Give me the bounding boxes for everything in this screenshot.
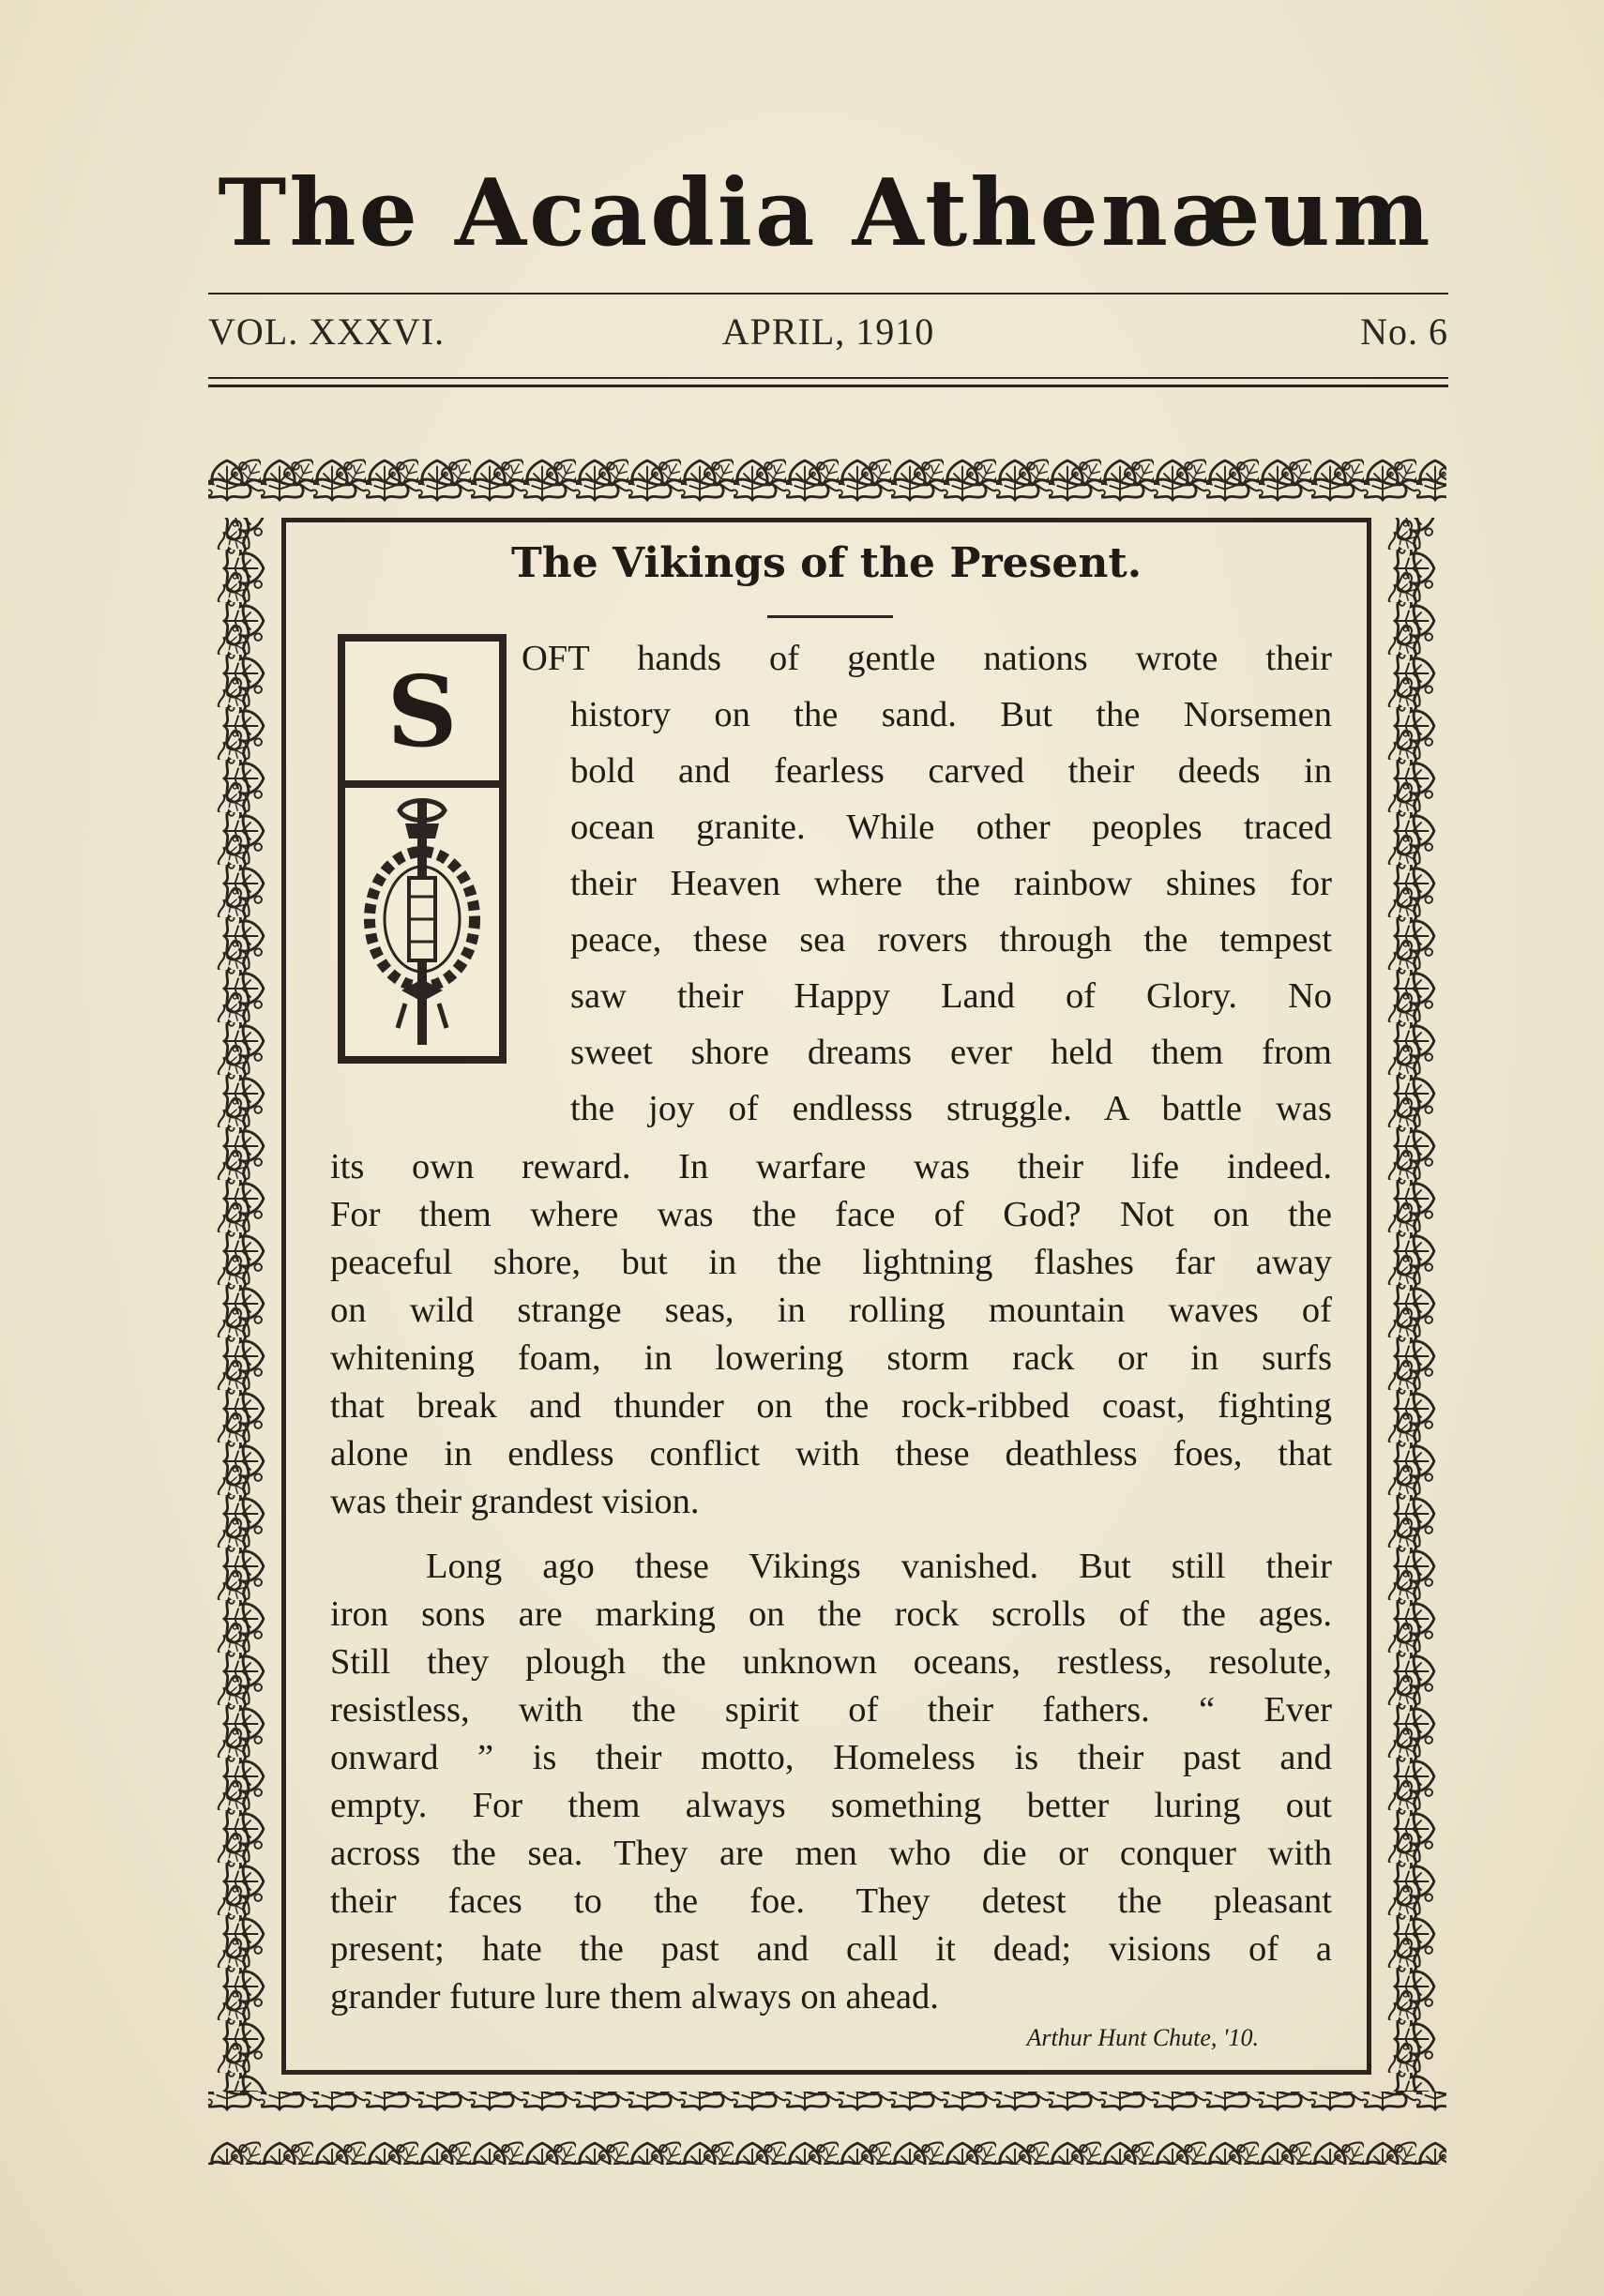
text-line: Long ago these Vikings vanished. But still their <box>426 1547 1332 1586</box>
text-line: OFT hands of gentle nations wrote their <box>522 639 1332 678</box>
text-line: the joy of endlesss struggle. A battle was <box>570 1089 1332 1128</box>
text-line: alone in endless conflict with these deathless foes, that <box>330 1434 1332 1473</box>
issue-number: No. 6 <box>1360 310 1448 353</box>
masthead-title: The Acadia Athenæum <box>218 159 1433 267</box>
author-signature: Arthur Hunt Chute, '10. <box>1026 2024 1259 2051</box>
text-line: that break and thunder on the rock-ribbed coast, fighting <box>330 1386 1332 1426</box>
text-line: peaceful shore, but in the lightning flashes far away <box>330 1243 1332 1282</box>
drop-cap-letter: S <box>345 642 499 788</box>
text-line: on wild strange seas, in rolling mountain waves of <box>330 1291 1332 1330</box>
text-line: For them where was the face of God? Not on the <box>330 1195 1332 1234</box>
text-line: saw their Happy Land of Glory. No <box>570 976 1332 1016</box>
text-line: onward ” is their motto, Homeless is their past and <box>330 1738 1332 1777</box>
text-line: sweet shore dreams ever held them from <box>570 1033 1332 1072</box>
issue-date: APRIL, 1910 <box>721 310 935 353</box>
text-line: its own reward. In warfare was their life indeed. <box>330 1147 1332 1186</box>
axe-wreath-emblem-icon <box>345 792 499 1056</box>
text-line: resistless, with the spirit of their fathers. “ Ever <box>330 1690 1332 1730</box>
text-line: Still they plough the unknown oceans, restless, resolute, <box>330 1642 1332 1682</box>
text-line: their Heaven where the rainbow shines for <box>570 864 1332 903</box>
text-line: bold and fearless carved their deeds in <box>570 751 1332 791</box>
article-title: The Vikings of the Present. <box>510 539 1142 587</box>
text-line: iron sons are marking on the rock scrolls of the ages. <box>330 1594 1332 1634</box>
drop-cap-block <box>338 634 507 1064</box>
text-line: whitening foam, in lowering storm rack or in surfs <box>330 1338 1332 1378</box>
masthead-rule-bottom <box>208 385 1448 387</box>
text-line: across the sea. They are men who die or conquer with <box>330 1834 1332 1873</box>
masthead-rule-mid <box>208 377 1448 379</box>
text-line: grander future lure them always on ahead. <box>330 1977 939 2017</box>
title-divider <box>767 615 893 618</box>
text-line: their faces to the foe. They detest the pleasant <box>330 1881 1332 1921</box>
issue-line <box>208 310 1448 356</box>
text-line: present; hate the past and call it dead; visions of a <box>330 1929 1332 1969</box>
text-line: ocean granite. While other peoples traced <box>570 808 1332 847</box>
volume-label: VOL. XXXVI. <box>208 310 446 353</box>
masthead-rule-top <box>208 293 1448 295</box>
text-line: history on the sand. But the Norsemen <box>570 695 1332 734</box>
text-line: was their grandest vision. <box>330 1482 700 1521</box>
text-line: empty. For them always something better luring out <box>330 1786 1332 1825</box>
text-line: peace, these sea rovers through the tempest <box>570 920 1332 959</box>
